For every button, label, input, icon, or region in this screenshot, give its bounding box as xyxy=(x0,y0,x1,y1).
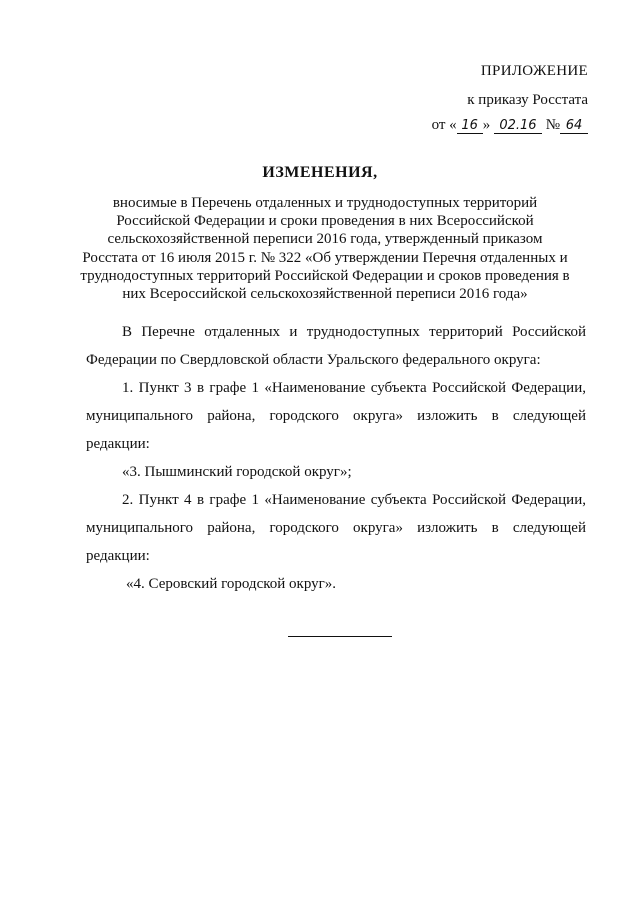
order-date-number-line xyxy=(432,117,588,134)
order-number-sign: № xyxy=(545,117,560,133)
paragraph-item-2-text: «4. Серовский городской округ». xyxy=(126,576,337,592)
order-quote-close: » xyxy=(482,117,491,133)
order-number: 64 xyxy=(560,119,588,134)
order-day: 16 xyxy=(457,119,483,134)
document-subtitle: вносимые в Перечень отдаленных и труднодоступных территорий Российской Федерации и сроки проведения в них Всероссийской сельскохозяйственной переписи 2016 года, утвержденный приказом Росстата от 16 июля 2015 г. № 322 «Об утверждении Перечня отдаленных и труднодоступных территорий Российской Федерации и сроков проведения в них Всероссийской сельскохозяйственной переписи 2016 года» xyxy=(80,195,570,303)
paragraph-intro: В Перечне отдаленных и труднодоступных территорий Российской Федерации по Свердловской области Уральского федерального округа: xyxy=(86,324,586,368)
paragraph-item-1: 1. Пункт 3 в графе 1 «Наименование субъекта Российской Федерации, муниципального района, городского округа» изложить в следующей редакции: xyxy=(86,380,586,452)
order-month-year: 02.16 xyxy=(494,119,542,134)
order-prefix: от « xyxy=(431,117,457,133)
appendix-title: ПРИЛОЖЕНИЕ xyxy=(480,63,588,79)
paragraph-item-1-text: «3. Пышминский городской округ»; xyxy=(122,464,352,480)
paragraph-item-2: 2. Пункт 4 в графе 1 «Наименование субъекта Российской Федерации, муниципального района, городского округа» изложить в следующей редакции: xyxy=(86,492,586,564)
end-divider xyxy=(288,636,392,637)
document-title: ИЗМЕНЕНИЯ, xyxy=(262,164,378,181)
appendix-reference: к приказу Росстата xyxy=(467,92,588,108)
document-body xyxy=(86,318,586,598)
